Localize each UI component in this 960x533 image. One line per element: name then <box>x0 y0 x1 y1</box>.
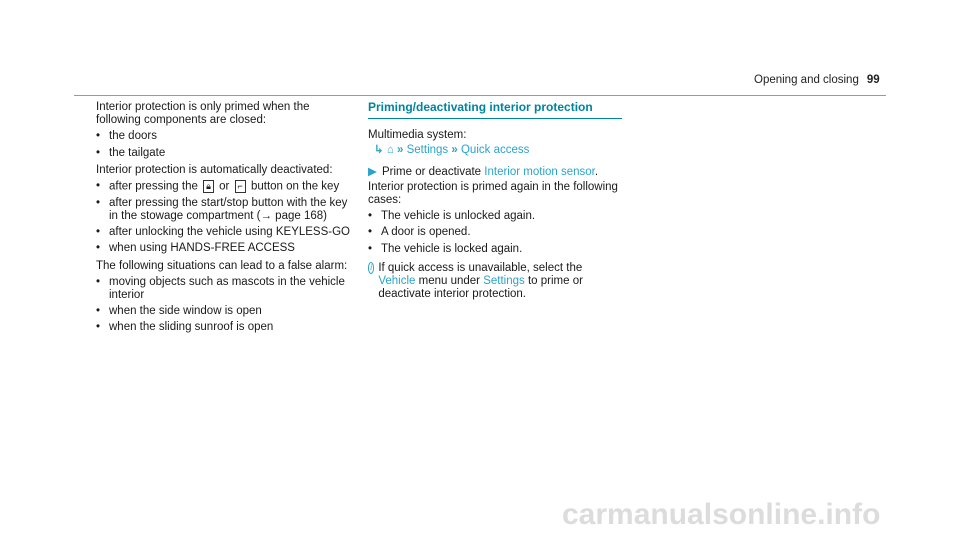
list-item: • when the side window is open <box>96 305 350 318</box>
list-item: • when the sliding sunroof is open <box>96 321 350 334</box>
page-number: 99 <box>866 74 880 86</box>
info-icon: i <box>368 262 374 274</box>
list-item: • The vehicle is locked again. <box>368 243 622 256</box>
step-arrow-icon: ▶ <box>368 165 377 178</box>
settings-link: Settings <box>406 144 449 157</box>
list-item: • after pressing the 🔒︎ or ⌐ button on the key <box>96 180 350 194</box>
instruction-step: ▶ Prime or deactivate Interior motion sensor. <box>368 165 599 178</box>
deactivation-list <box>96 180 350 256</box>
page-header <box>754 74 880 86</box>
closed-components-list <box>96 130 350 159</box>
home-icon: ⌂ <box>386 144 394 157</box>
list-item: • the tailgate <box>96 147 350 160</box>
note: i If quick access is unavailable, select the Vehicle menu under Settings to prime or deactivate interior protection. <box>368 262 622 302</box>
interior-motion-sensor-link: Interior motion sensor <box>484 165 595 178</box>
section-title: Opening and closing <box>754 74 859 86</box>
left-column <box>96 101 350 335</box>
false-alarm-paragraph: The following situations can lead to a false alarm: <box>96 259 348 272</box>
tailgate-icon: ⌐ <box>235 180 246 193</box>
chevron-icon: » <box>451 144 458 157</box>
chevron-icon: » <box>397 144 404 157</box>
primed-again-paragraph: Interior protection is primed again in the following cases: <box>368 180 618 207</box>
deactivation-paragraph: Interior protection is automatically deactivated: <box>96 163 333 176</box>
watermark: carmanualsonline.info <box>562 498 881 531</box>
list-item: • after pressing the start/stop button with the key in the stowage compartment (→ page 168) <box>96 197 350 223</box>
primed-again-list <box>368 210 622 256</box>
list-item: • after unlocking the vehicle using KEYLESS-GO <box>96 226 350 239</box>
list-item: • The vehicle is unlocked again. <box>368 210 622 223</box>
lock-icon: 🔒︎ <box>203 180 214 193</box>
list-item: • A door is opened. <box>368 226 622 239</box>
system-label: Multimedia system: <box>368 129 467 142</box>
header-rule <box>74 95 886 96</box>
right-column <box>368 101 622 301</box>
list-item: • moving objects such as mascots in the vehicle interior <box>96 276 350 302</box>
return-arrow-icon: ↳ <box>374 144 384 157</box>
list-item: • when using HANDS-FREE ACCESS <box>96 242 350 255</box>
list-item: • the doors <box>96 130 350 143</box>
menu-path <box>368 144 622 157</box>
quick-access-link: Quick access <box>460 144 530 157</box>
intro-paragraph: Interior protection is only primed when the following components are closed: <box>96 101 310 127</box>
false-alarm-list <box>96 276 350 335</box>
section-heading: Priming/deactivating interior protection <box>368 101 622 119</box>
